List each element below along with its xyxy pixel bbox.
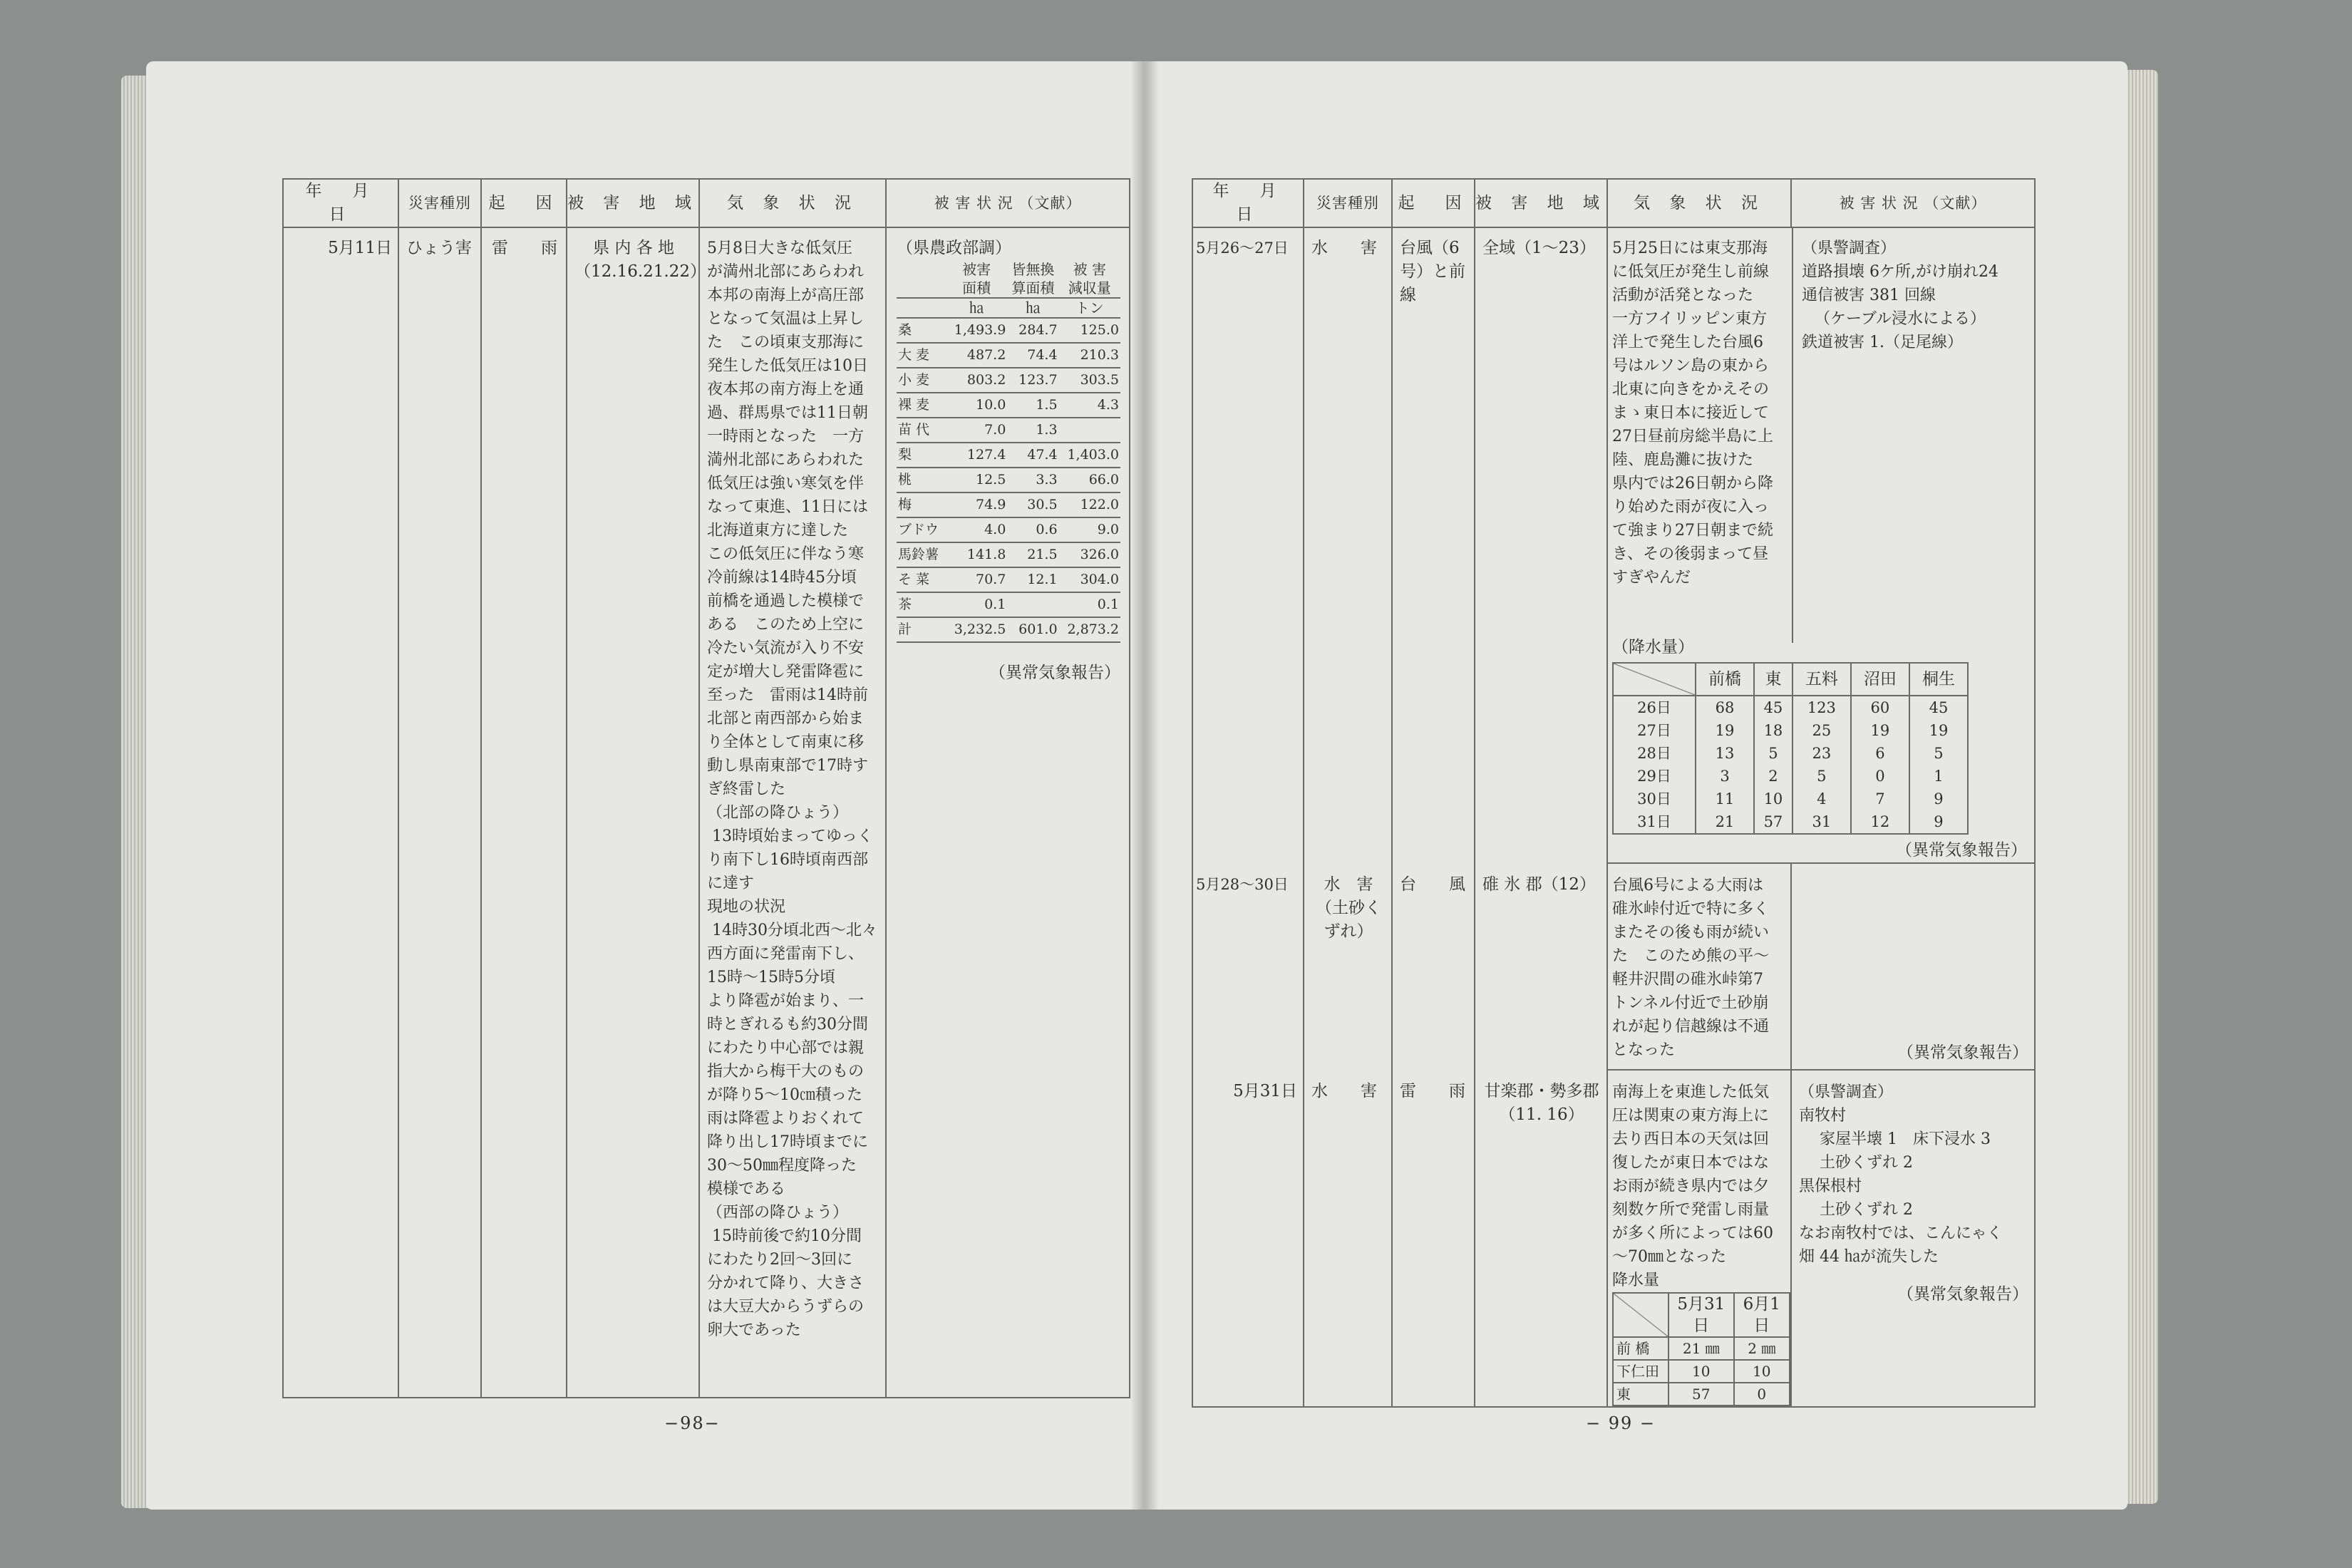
- entry-date: 5月26〜27日: [1196, 239, 1289, 257]
- entry-cause: 雷 雨: [492, 239, 557, 257]
- crop-equiv: 74.4: [1007, 343, 1058, 368]
- rain-value: 9: [1909, 810, 1968, 834]
- entry-weather: 台風6号による大雨は 碓氷峠付近で特に多く またその後も雨が続い た このため熊の平〜 軽井沢間の碓氷峠第7 トンネル付近で土砂崩 れが起り信越線は不通 となった: [1612, 877, 1770, 1059]
- crop-name: 茶: [897, 592, 946, 617]
- rain-value: 3: [1696, 765, 1754, 788]
- crop-total-area: 3,232.5: [946, 617, 1007, 642]
- rain-value: 19: [1696, 719, 1754, 742]
- crop-name: 桃: [897, 468, 946, 492]
- rain-value: 23: [1793, 742, 1851, 765]
- rain-value: 4: [1793, 788, 1851, 810]
- crop-equiv: 21.5: [1007, 542, 1058, 567]
- damage-source: （県農政部調）: [897, 239, 1011, 257]
- crop-loss: 66.0: [1059, 468, 1120, 492]
- disaster-table-left: [282, 178, 1130, 1398]
- rain-day: 31日: [1613, 810, 1696, 834]
- rain-col-header: 6月1日: [1734, 1293, 1790, 1337]
- crop-loss: 125.0: [1059, 318, 1120, 343]
- rain-row: [1613, 719, 1968, 742]
- rain-col-header: 東: [1754, 663, 1793, 696]
- rain-value: 9: [1909, 788, 1968, 810]
- rain-label: （降水量）: [1612, 638, 1694, 656]
- rain-row: [1613, 696, 1968, 719]
- rain-value: 0: [1851, 765, 1909, 788]
- crop-row: [897, 418, 1120, 443]
- rain-col-header: 五料: [1793, 663, 1851, 696]
- rain-value: 0: [1734, 1383, 1790, 1405]
- entry-date: 5月31日: [1233, 1082, 1297, 1100]
- crop-loss: 122.0: [1059, 492, 1120, 517]
- entry-cause: 雷 雨: [1400, 1082, 1465, 1100]
- rain-header-row: [1613, 663, 1968, 696]
- header-type: 災害種別: [1304, 179, 1392, 227]
- rain-value: 10: [1668, 1360, 1734, 1383]
- crop-loss: 303.5: [1059, 368, 1120, 393]
- header-cause: 起 因: [1392, 179, 1475, 227]
- crop-name: 梅: [897, 492, 946, 517]
- crop-area: 70.7: [946, 567, 1007, 592]
- header-row: [283, 179, 1130, 227]
- book-gutter: [1130, 61, 1159, 1510]
- crop-area: 487.2: [946, 343, 1007, 368]
- rain-value: 6: [1851, 742, 1909, 765]
- entry-cause: 台 風: [1400, 875, 1465, 894]
- entry-type: 水 害: [1311, 1082, 1377, 1100]
- entry-type: 水 害: [1311, 239, 1377, 257]
- crop-equiv: 47.4: [1007, 443, 1058, 468]
- crop-loss: 326.0: [1059, 542, 1120, 567]
- rain-row: [1613, 742, 1968, 765]
- rain-day: 26日: [1613, 696, 1696, 719]
- crop-name: 桑: [897, 318, 946, 343]
- crop-area: 1,493.9: [946, 318, 1007, 343]
- rain-value: 1: [1909, 765, 1968, 788]
- rain-row: [1613, 1337, 1790, 1360]
- crop-loss: 9.0: [1059, 517, 1120, 542]
- crop-row: [897, 468, 1120, 492]
- crop-name: 大 麦: [897, 343, 946, 368]
- crop-name: ブドウ: [897, 517, 946, 542]
- header-area: 被 害 地 域: [567, 179, 699, 227]
- crop-loss: 1,403.0: [1059, 443, 1120, 468]
- entry-damage: （県警調査） 道路損壊 6ケ所,がけ崩れ24 通信被害 381 回線 （ケーブル浸水による） 鉄道被害 1.（足尾線）: [1802, 239, 1998, 351]
- rain-value: 11: [1696, 788, 1754, 810]
- crop-row: [897, 393, 1120, 418]
- crop-unit-equiv: ㏊: [1007, 298, 1058, 318]
- crop-header-loss: 被 害 減収量: [1068, 261, 1111, 296]
- crop-header-row: [897, 260, 1120, 298]
- rain-value: 12: [1851, 810, 1909, 834]
- crop-row: [897, 343, 1120, 368]
- crop-area: 74.9: [946, 492, 1007, 517]
- entry-area: 碓 氷 郡（12）: [1482, 875, 1596, 894]
- header-weather: 気 象 状 況: [699, 179, 886, 227]
- crop-equiv: 1.5: [1007, 393, 1058, 418]
- rain-value: 21: [1696, 810, 1754, 834]
- entry-date: 5月11日: [328, 239, 392, 257]
- header-date: 年 月 日: [283, 179, 398, 227]
- rain-header-row: [1613, 1293, 1790, 1337]
- rain-value: 5: [1909, 742, 1968, 765]
- crop-unit-row: [897, 298, 1120, 318]
- crop-name: そ 菜: [897, 567, 946, 592]
- page-number-right: − 99 −: [1586, 1413, 1656, 1433]
- rain-day: 30日: [1613, 788, 1696, 810]
- header-damage: 被 害 状 況 （文献）: [886, 179, 1130, 227]
- entry-reference: （異常気象報告）: [989, 664, 1120, 682]
- crop-equiv: 1.3: [1007, 418, 1058, 443]
- rain-row: [1613, 765, 1968, 788]
- rain-value: 10: [1734, 1360, 1790, 1383]
- rain-corner: [1613, 663, 1696, 696]
- crop-equiv: 3.3: [1007, 468, 1058, 492]
- crop-loss: 304.0: [1059, 567, 1120, 592]
- header-type: 災害種別: [398, 179, 481, 227]
- crop-row: [897, 592, 1120, 617]
- crop-equiv: 30.5: [1007, 492, 1058, 517]
- crop-total-equiv: 601.0: [1007, 617, 1058, 642]
- rain-day: 29日: [1613, 765, 1696, 788]
- crop-unit-loss: トン: [1059, 298, 1120, 318]
- entry-type: ひょう害: [406, 239, 472, 257]
- rain-row: [1613, 1360, 1790, 1383]
- entry-reference: （異常気象報告）: [1897, 1285, 2028, 1304]
- rain-value: 68: [1696, 696, 1754, 719]
- crop-equiv: 12.1: [1007, 567, 1058, 592]
- table-row: [1192, 863, 2035, 1070]
- crop-loss: 4.3: [1059, 393, 1120, 418]
- entry-type: 水 害 （土砂く ずれ）: [1316, 875, 1381, 941]
- crop-area: 4.0: [946, 517, 1007, 542]
- entry-area: 県 内 各 地 （12.16.21.22）: [574, 239, 706, 281]
- rain-place: 下仁田: [1613, 1360, 1668, 1383]
- rain-row: [1613, 810, 1968, 834]
- crop-equiv: 0.6: [1007, 517, 1058, 542]
- rain-row: [1613, 1383, 1790, 1405]
- crop-row: [897, 517, 1120, 542]
- crop-row: [897, 318, 1120, 343]
- rain-value: 10: [1754, 788, 1793, 810]
- crop-equiv: [1007, 592, 1058, 617]
- rain-value: 5: [1793, 765, 1851, 788]
- crop-area: 803.2: [946, 368, 1007, 393]
- crop-total-name: 計: [897, 617, 946, 642]
- crop-area: 12.5: [946, 468, 1007, 492]
- crop-unit-area: ㏊: [946, 298, 1007, 318]
- crop-row: [897, 542, 1120, 567]
- rain-value: 5: [1754, 742, 1793, 765]
- crop-row: [897, 492, 1120, 517]
- entry-weather: 南海上を東進した低気 圧は関東の東方海上に 去り西日本の天気は回 復したが東日本ではな お雨が続き県内では夕 刻数ケ所で発雷し雨量 が多く所によっては60 〜70㎜となった 降水量: [1612, 1083, 1773, 1289]
- crop-total-row: [897, 617, 1120, 642]
- crop-area: 0.1: [946, 592, 1007, 617]
- rain-row: [1613, 788, 1968, 810]
- entry-damage: （県警調査） 南牧村 家屋半壊 1 床下浸水 3 土砂くずれ 2 黒保根村 土砂くずれ 2 なお南牧村では、こんにゃく 畑 44 ㏊が流失した: [1799, 1083, 2003, 1266]
- header-area: 被 害 地 域: [1475, 179, 1607, 227]
- crop-row: [897, 368, 1120, 393]
- rain-value: 2: [1754, 765, 1793, 788]
- rain-col-header: 前橋: [1696, 663, 1754, 696]
- header-cause: 起 因: [481, 179, 567, 227]
- entry-cause: 台風（6 号）と前 線: [1400, 239, 1465, 304]
- header-damage: 被 害 状 況 （文献）: [1791, 179, 2035, 227]
- rain-col-header: 沼田: [1851, 663, 1909, 696]
- entry-weather: 5月25日には東支那海 に低気圧が発生し前線 活動が活発となった 一方フイリッピン東方 洋上で発生した台風6 号はルソン島の東から 北東に向きをかえその まゝ東日本に接近して 27日昼前房総半島に上 陸、鹿島灘に抜けた 県内では26日朝から降 り始めた雨が夜に入っ て強まり27日朝まで続 き、その後弱まって昼 すぎやんだ: [1612, 239, 1773, 587]
- crop-loss: [1059, 418, 1120, 443]
- rain-value: 7: [1851, 788, 1909, 810]
- crop-loss: 210.3: [1059, 343, 1120, 368]
- header-date: 年 月 日: [1192, 179, 1304, 227]
- rain-value: 45: [1909, 696, 1968, 719]
- entry-area: 全域（1〜23）: [1482, 239, 1596, 257]
- rain-value: 2 ㎜: [1734, 1337, 1790, 1360]
- entry-weather: 5月8日大きな低気圧 が満州北部にあらわれ 本邦の南海上が高圧部 となって気温は上昇し た この頃東支那海に 発生した低気圧は10日 夜本邦の南方海上を通 過、群馬県では11日朝 一時雨となった 一方 満州北部にあらわれた 低気圧は強い寒気を伴 なって東進、11日には 北海道東方に達した この低気圧に伴なう寒 冷前線は14時45分頃 前橋を通過した模様で ある このため上空に 冷たい気流が入り不安 定が増大し発雷降雹に 至った 雷雨は14時前 北部と南西部から始ま り全体として南東に移 動し県南東部で17時す ぎ終雷した （北部の降ひょう） 13時頃始まってゆっく り南下し16時頃南西部 に達す 現地の状況 14時30分頃北西〜北々 西方面に発雷南下し、 15時〜15時5分頃 より降雹が始まり、一 時とぎれるも約30分間 にわたり中心部では親 指大から梅干大のもの が降り5〜10㎝積った 雨は降雹よりおくれて 降り出し17時頃までに 30〜50㎜程度降った 模様である （西部の降ひょう） 15時前後で約10分間 にわたり2回〜3回に 分かれて降り、大きさ は大豆大からうずらの 卵大であった: [707, 239, 877, 1339]
- crop-row: [897, 567, 1120, 592]
- crop-row: [897, 443, 1120, 468]
- crop-equiv: 123.7: [1007, 368, 1058, 393]
- entry-reference: （異常気象報告）: [1896, 841, 2027, 860]
- table-row: [1192, 227, 2035, 863]
- crop-name: 馬鈴薯: [897, 542, 946, 567]
- disaster-table-right: [1192, 178, 2036, 1408]
- crop-total-loss: 2,873.2: [1059, 617, 1120, 642]
- page-number-left: −98−: [664, 1413, 721, 1433]
- rain-value: 123: [1793, 696, 1851, 719]
- rain-value: 45: [1754, 696, 1793, 719]
- rain-col-header: 桐生: [1909, 663, 1968, 696]
- crop-area: 127.4: [946, 443, 1007, 468]
- rain-value: 19: [1851, 719, 1909, 742]
- crop-name: 小 麦: [897, 368, 946, 393]
- header-row: [1192, 179, 2035, 227]
- crop-header-equiv: 皆無換 算面積: [1011, 261, 1055, 296]
- crop-area: 7.0: [946, 418, 1007, 443]
- rain-place: 東: [1613, 1383, 1668, 1405]
- header-weather: 気 象 状 況: [1607, 179, 1791, 227]
- rain-value: 18: [1754, 719, 1793, 742]
- crop-header-area: 被害 面積: [962, 261, 991, 296]
- entry-area: 甘楽郡・勢多郡 （11. 16）: [1484, 1082, 1599, 1124]
- crop-area: 10.0: [946, 393, 1007, 418]
- rain-place: 前 橋: [1613, 1337, 1668, 1360]
- rain-value: 57: [1668, 1383, 1734, 1405]
- rain-value: 13: [1696, 742, 1754, 765]
- rain-day: 27日: [1613, 719, 1696, 742]
- entry-reference: （異常気象報告）: [1897, 1043, 2028, 1062]
- crop-area: 141.8: [946, 542, 1007, 567]
- rain-corner: [1613, 1293, 1668, 1337]
- table-row: [1192, 1070, 2035, 1407]
- crop-equiv: 284.7: [1007, 318, 1058, 343]
- crop-damage-table: [897, 260, 1120, 643]
- crop-name: 梨: [897, 443, 946, 468]
- crop-name: 苗 代: [897, 418, 946, 443]
- rainfall-table-1: [1612, 662, 1969, 835]
- rain-value: 31: [1793, 810, 1851, 834]
- rain-value: 19: [1909, 719, 1968, 742]
- rain-value: 60: [1851, 696, 1909, 719]
- table-row: [283, 227, 1130, 1398]
- crop-loss: 0.1: [1059, 592, 1120, 617]
- rain-value: 25: [1793, 719, 1851, 742]
- crop-name: 裸 麦: [897, 393, 946, 418]
- rainfall-table-2: [1612, 1292, 1790, 1406]
- entry-date: 5月28〜30日: [1196, 876, 1289, 893]
- rain-day: 28日: [1613, 742, 1696, 765]
- rain-value: 21 ㎜: [1668, 1337, 1734, 1360]
- rain-value: 57: [1754, 810, 1793, 834]
- rain-col-header: 5月31日: [1668, 1293, 1734, 1337]
